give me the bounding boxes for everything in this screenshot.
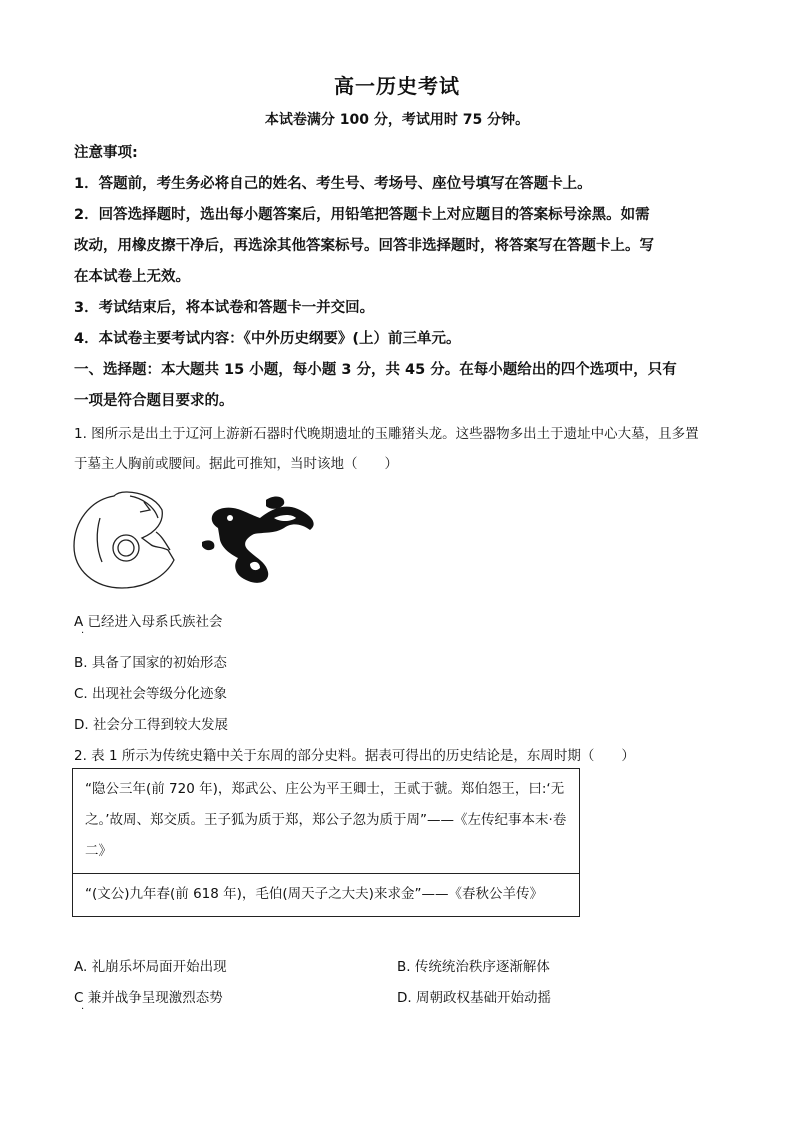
note-2: 2．回答选择题时，选出每小题答案后，用铅笔把答题卡上对应题目的答案标号涂黑。如需 [74, 207, 650, 223]
q1-stem: 1. 图所示是出土于辽河上游新石器时代晚期遗址的玉雕猪头龙。这些器物多出土于遗址中心大墓，且多置 [74, 426, 699, 442]
section-heading-cont: 一项是符合题目要求的。 [74, 393, 234, 409]
q2-option-a[interactable]: A. 礼崩乐坏局面开始出现 [74, 959, 227, 975]
q2-option-c[interactable]: C 兼并战争呈现激烈态势 [74, 990, 223, 1006]
exam-subtitle: 本试卷满分 100 分，考试用时 75 分钟。 [264, 112, 530, 128]
q1-option-d[interactable]: D. 社会分工得到较大发展 [74, 717, 228, 733]
q2-option-d[interactable]: D. 周朝政权基础开始动摇 [397, 990, 551, 1006]
notes-heading: 注意事项: [74, 145, 138, 161]
table-cell: “隐公三年(前 720 年)，郑武公、庄公为平王卿士，王贰于虢。郑伯怨王，曰:‘无之。’故周、郑交质。王子狐为质于郑，郑公子忽为质于周”——《左传纪事本末·卷二》 [73, 769, 580, 874]
q1-option-a[interactable]: A 已经进入母系氏族社会 [74, 614, 223, 630]
q1-option-c[interactable]: C. 出现社会等级分化迹象 [74, 686, 228, 702]
section-heading: 一、选择题：本大题共 15 小题，每小题 3 分，共 45 分。在每小题给出的四个选项中，只有 [74, 362, 677, 378]
note-3: 3．考试结束后，将本试卷和答题卡一并交回。 [74, 300, 375, 316]
note-2-cont2: 在本试卷上无效。 [74, 269, 190, 285]
table-cell: “(文公)九年春(前 618 年)，毛伯(周天子之大夫)来求金”——《春秋公羊传》 [73, 874, 580, 917]
q1-stem-cont: 于墓主人胸前或腰间。据此可推知，当时该地（ ） [74, 456, 398, 472]
q1-option-a-dot: · [81, 628, 85, 639]
q2-source-table [72, 768, 580, 917]
table-row [73, 874, 580, 917]
note-4: 4．本试卷主要考试内容：《中外历史纲要》(上）前三单元。 [74, 331, 461, 347]
pig-dragon-outline-drawing [74, 492, 174, 588]
table-row [73, 769, 580, 874]
note-1: 1．答题前，考生务必将自己的姓名、考生号、考场号、座位号填写在答题卡上。 [74, 176, 592, 192]
pig-dragon-figure [70, 488, 330, 592]
pig-dragon-rubbing [202, 497, 314, 583]
q1-option-b[interactable]: B. 具备了国家的初始形态 [74, 655, 227, 671]
q2-stem: 2. 表 1 所示为传统史籍中关于东周的部分史料。据表可得出的历史结论是，东周时期（ ） [74, 748, 635, 764]
q2-option-b[interactable]: B. 传统统治秩序逐渐解体 [397, 959, 550, 975]
q2-option-c-dot: · [81, 1004, 85, 1015]
page-title: 高一历史考试 [334, 74, 460, 98]
note-2-cont: 改动，用橡皮擦干净后，再选涂其他答案标号。回答非选择题时，将答案写在答题卡上。写 [74, 238, 654, 254]
